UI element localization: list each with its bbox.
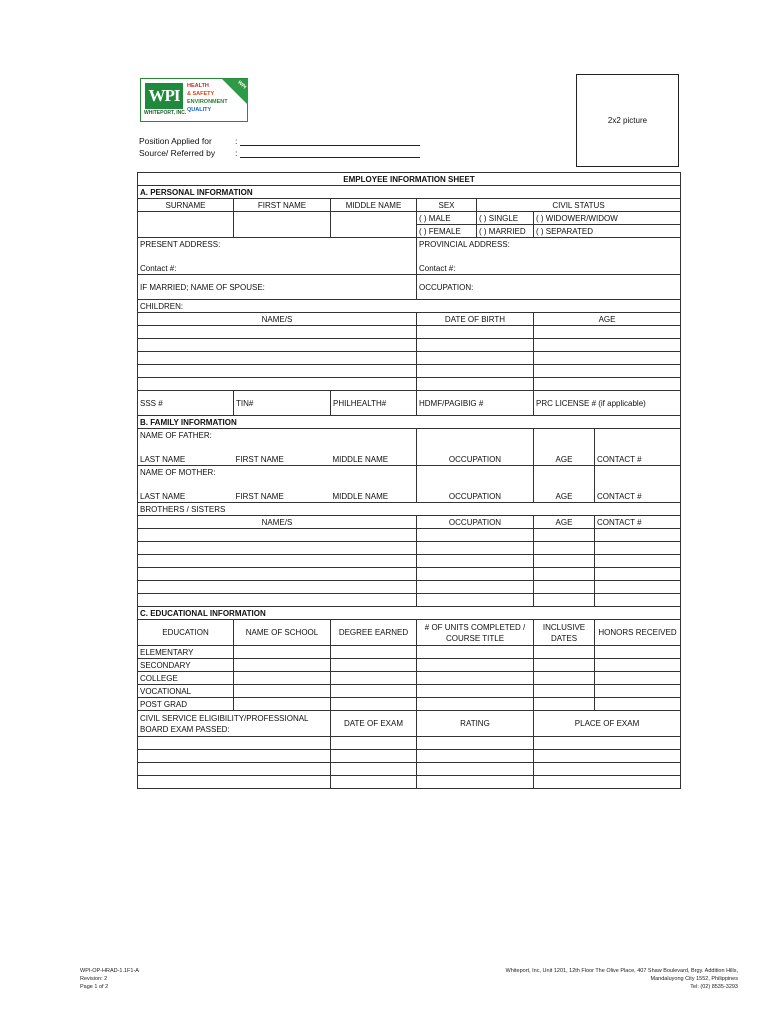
company-tel: Tel: (02) 8535-3293 (690, 984, 738, 990)
sibling-age-header: AGE (534, 516, 595, 529)
married-option[interactable]: ( ) MARRIED (477, 225, 534, 238)
units-cell[interactable] (417, 672, 534, 685)
age-header: AGE (534, 313, 681, 326)
company-address-1: Whiteport, Inc, Unit 1201, 12th Floor The Olive Place, 407 Shaw Boulevard, Brgy. Addition Hills, (505, 968, 738, 974)
sheet-title: EMPLOYEE INFORMATION SHEET (138, 173, 681, 186)
education-level: POST GRAD (138, 698, 234, 711)
table-row (138, 659, 681, 672)
source-field (139, 148, 420, 158)
child-name-cell[interactable] (138, 339, 417, 352)
mother-contact-label: CONTACT # (595, 466, 681, 503)
section-a-heading: A. PERSONAL INFORMATION (138, 186, 681, 199)
sibling-contact-cell[interactable] (595, 581, 681, 594)
sibling-occupation-cell[interactable] (417, 568, 534, 581)
mother-occupation-label: OCCUPATION (417, 466, 534, 503)
sibling-contact-cell[interactable] (595, 542, 681, 555)
prc-label: PRC LICENSE # (if applicable) (534, 391, 681, 416)
table-row (138, 646, 681, 659)
table-row (138, 698, 681, 711)
inclusive-header: INCLUSIVE DATES (534, 620, 595, 646)
picture-label: 2x2 picture (607, 116, 648, 125)
footer-right (506, 967, 738, 991)
rating-cell[interactable] (417, 763, 534, 776)
child-dob-cell[interactable] (417, 352, 534, 365)
source-sep: : (235, 148, 238, 158)
sibling-name-cell[interactable] (138, 555, 417, 568)
units-cell[interactable] (417, 659, 534, 672)
school-cell[interactable] (234, 672, 331, 685)
table-row (138, 594, 681, 607)
father-occupation-label: OCCUPATION (417, 429, 534, 466)
units-cell[interactable] (417, 685, 534, 698)
mother-middle-name: MIDDLE NAME (331, 490, 417, 503)
child-name-cell[interactable] (138, 365, 417, 378)
inclusive-cell[interactable] (534, 685, 595, 698)
table-row (138, 378, 681, 391)
sibling-name-cell[interactable] (138, 581, 417, 594)
sibling-contact-header: CONTACT # (595, 516, 681, 529)
inclusive-cell[interactable] (534, 646, 595, 659)
siblings-label: BROTHERS / SISTERS (138, 503, 681, 516)
revision: Revision: 2 (80, 976, 108, 982)
position-input-line[interactable] (240, 137, 420, 146)
present-address-label: PRESENT ADDRESS: (138, 238, 417, 251)
table-row (138, 763, 681, 776)
occupation-label: OCCUPATION: (417, 275, 681, 300)
child-dob-cell[interactable] (417, 365, 534, 378)
rating-cell[interactable] (417, 776, 534, 789)
employee-information-sheet (137, 172, 681, 789)
exam-date-cell[interactable] (331, 750, 417, 763)
table-row (138, 685, 681, 698)
position-sep: : (235, 136, 238, 146)
date-exam-header: DATE OF EXAM (331, 711, 417, 737)
father-middle-name: MIDDLE NAME (331, 453, 417, 466)
sibling-name-cell[interactable] (138, 594, 417, 607)
sibling-age-cell[interactable] (534, 581, 595, 594)
civil-status-header: CIVIL STATUS (477, 199, 681, 212)
single-option[interactable]: ( ) SINGLE (477, 212, 534, 225)
mother-name-blank[interactable] (138, 478, 417, 490)
hdmf-label: HDMF/PAGIBIG # (417, 391, 534, 416)
child-name-cell[interactable] (138, 378, 417, 391)
middle-name-cell[interactable] (331, 212, 417, 238)
mother-first-name: FIRST NAME (234, 490, 331, 503)
middle-name-header: MIDDLE NAME (331, 199, 417, 212)
units-header: # OF UNITS COMPLETED / COURSE TITLE (417, 620, 534, 646)
logo-line: QUALITY (187, 107, 212, 113)
table-row (138, 672, 681, 685)
degree-cell[interactable] (331, 672, 417, 685)
logo-line: HEALTH (187, 83, 209, 89)
sss-label: SSS # (138, 391, 234, 416)
sibling-occupation-cell[interactable] (417, 529, 534, 542)
school-header: NAME OF SCHOOL (234, 620, 331, 646)
honors-cell[interactable] (595, 685, 681, 698)
position-label: Position Applied for (139, 136, 212, 146)
child-name-cell[interactable] (138, 352, 417, 365)
rating-cell[interactable] (417, 750, 534, 763)
table-row (138, 581, 681, 594)
names-header: NAME/S (138, 313, 417, 326)
sibling-occupation-cell[interactable] (417, 594, 534, 607)
logo-line: & SAFETY (187, 91, 215, 97)
father-contact-label: CONTACT # (595, 429, 681, 466)
table-row (138, 352, 681, 365)
father-first-name: FIRST NAME (234, 453, 331, 466)
table-row (138, 750, 681, 763)
table-row (138, 365, 681, 378)
honors-cell[interactable] (595, 672, 681, 685)
sibling-contact-cell[interactable] (595, 555, 681, 568)
sibling-contact-cell[interactable] (595, 594, 681, 607)
degree-cell[interactable] (331, 646, 417, 659)
father-name-blank[interactable] (138, 441, 417, 453)
section-c-heading: C. EDUCATIONAL INFORMATION (138, 607, 681, 620)
sibling-age-cell[interactable] (534, 594, 595, 607)
degree-cell[interactable] (331, 698, 417, 711)
child-age-cell[interactable] (534, 352, 681, 365)
child-name-cell[interactable] (138, 326, 417, 339)
widower-option[interactable]: ( ) WIDOWER/WIDOW (534, 212, 681, 225)
position-field (139, 136, 420, 146)
units-cell[interactable] (417, 646, 534, 659)
table-row (138, 339, 681, 352)
father-last-name: LAST NAME (138, 453, 234, 466)
education-level: SECONDARY (138, 659, 234, 672)
philhealth-label: PHILHEALTH# (331, 391, 417, 416)
male-option[interactable]: ( ) MALE (417, 212, 477, 225)
degree-cell[interactable] (331, 685, 417, 698)
education-level: COLLEGE (138, 672, 234, 685)
source-input-line[interactable] (240, 149, 420, 158)
table-row (138, 326, 681, 339)
child-age-cell[interactable] (534, 365, 681, 378)
company-address-2: Mandaluyong City 1552, Philippines (650, 976, 738, 982)
table-row (138, 555, 681, 568)
father-age-label: AGE (534, 429, 595, 466)
exam-place-cell[interactable] (534, 776, 681, 789)
logo-mark: WPI (145, 83, 183, 109)
table-row (138, 542, 681, 555)
sibling-age-cell[interactable] (534, 555, 595, 568)
honors-cell[interactable] (595, 698, 681, 711)
section-b-heading: B. FAMILY INFORMATION (138, 416, 681, 429)
doc-code: WPI-OP-HRAD-1.1F1-A (80, 968, 139, 974)
sibling-age-cell[interactable] (534, 542, 595, 555)
source-label: Source/ Referred by (139, 148, 216, 158)
rating-cell[interactable] (417, 737, 534, 750)
mother-last-name: LAST NAME (138, 490, 234, 503)
tin-label: TIN# (234, 391, 331, 416)
place-exam-header: PLACE OF EXAM (534, 711, 681, 737)
rating-header: RATING (417, 711, 534, 737)
sibling-contact-cell[interactable] (595, 529, 681, 542)
exam-place-cell[interactable] (534, 763, 681, 776)
table-row (138, 568, 681, 581)
units-cell[interactable] (417, 698, 534, 711)
child-age-cell[interactable] (534, 339, 681, 352)
eligibility-cell[interactable] (138, 750, 331, 763)
education-level: VOCATIONAL (138, 685, 234, 698)
honors-cell[interactable] (595, 646, 681, 659)
page-number: Page 1 of 2 (80, 984, 109, 990)
sibling-contact-cell[interactable] (595, 568, 681, 581)
exam-place-cell[interactable] (534, 737, 681, 750)
education-header: EDUCATION (138, 620, 234, 646)
sibling-occupation-cell[interactable] (417, 581, 534, 594)
children-label: CHILDREN: (138, 300, 681, 313)
provincial-address-blank[interactable] (417, 250, 681, 262)
logo-banner-text: WPI (235, 79, 247, 91)
child-dob-cell[interactable] (417, 326, 534, 339)
father-label: NAME OF FATHER: (138, 429, 417, 442)
sibling-name-cell[interactable] (138, 542, 417, 555)
company-logo (140, 78, 248, 122)
surname-cell[interactable] (138, 212, 234, 238)
honors-cell[interactable] (595, 659, 681, 672)
mother-age-label: AGE (534, 466, 595, 503)
degree-header: DEGREE EARNED (331, 620, 417, 646)
present-address-blank[interactable] (138, 250, 417, 262)
sibling-age-cell[interactable] (534, 568, 595, 581)
sibling-age-cell[interactable] (534, 529, 595, 542)
surname-header: SURNAME (138, 199, 234, 212)
sibling-names-header: NAME/S (138, 516, 417, 529)
dob-header: DATE OF BIRTH (417, 313, 534, 326)
sex-header: SEX (417, 199, 477, 212)
honors-header: HONORS RECEIVED (595, 620, 681, 646)
exam-date-cell[interactable] (331, 776, 417, 789)
logo-line: ENVIRONMENT (187, 99, 228, 105)
child-dob-cell[interactable] (417, 378, 534, 391)
child-dob-cell[interactable] (417, 339, 534, 352)
inclusive-cell[interactable] (534, 659, 595, 672)
school-cell[interactable] (234, 659, 331, 672)
spouse-label: IF MARRIED; NAME OF SPOUSE: (138, 275, 417, 300)
logo-company: WHITEPORT, INC. (144, 110, 187, 116)
table-row (138, 529, 681, 542)
degree-cell[interactable] (331, 659, 417, 672)
contact-label: Contact #: (138, 262, 417, 275)
civil-service-label: CIVIL SERVICE ELIGIBILITY/PROFESSIONAL BOARD EXAM PASSED: (138, 711, 331, 737)
eligibility-cell[interactable] (138, 763, 331, 776)
separated-option[interactable]: ( ) SEPARATED (534, 225, 681, 238)
school-cell[interactable] (234, 685, 331, 698)
table-row (138, 737, 681, 750)
exam-date-cell[interactable] (331, 737, 417, 750)
exam-place-cell[interactable] (534, 750, 681, 763)
provincial-address-label: PROVINCIAL ADDRESS: (417, 238, 681, 251)
female-option[interactable]: ( ) FEMALE (417, 225, 477, 238)
eligibility-cell[interactable] (138, 776, 331, 789)
mother-label: NAME OF MOTHER: (138, 466, 417, 479)
eligibility-cell[interactable] (138, 737, 331, 750)
education-level: ELEMENTARY (138, 646, 234, 659)
sibling-occupation-header: OCCUPATION (417, 516, 534, 529)
first-name-header: FIRST NAME (234, 199, 331, 212)
child-age-cell[interactable] (534, 326, 681, 339)
inclusive-cell[interactable] (534, 698, 595, 711)
first-name-cell[interactable] (234, 212, 331, 238)
footer-left (80, 967, 139, 991)
sibling-occupation-cell[interactable] (417, 555, 534, 568)
inclusive-cell[interactable] (534, 672, 595, 685)
provincial-contact-label: Contact #: (417, 262, 681, 275)
table-row (138, 776, 681, 789)
school-cell[interactable] (234, 646, 331, 659)
exam-date-cell[interactable] (331, 763, 417, 776)
sibling-occupation-cell[interactable] (417, 542, 534, 555)
school-cell[interactable] (234, 698, 331, 711)
picture-box (576, 74, 679, 167)
child-age-cell[interactable] (534, 378, 681, 391)
sibling-name-cell[interactable] (138, 568, 417, 581)
sibling-name-cell[interactable] (138, 529, 417, 542)
